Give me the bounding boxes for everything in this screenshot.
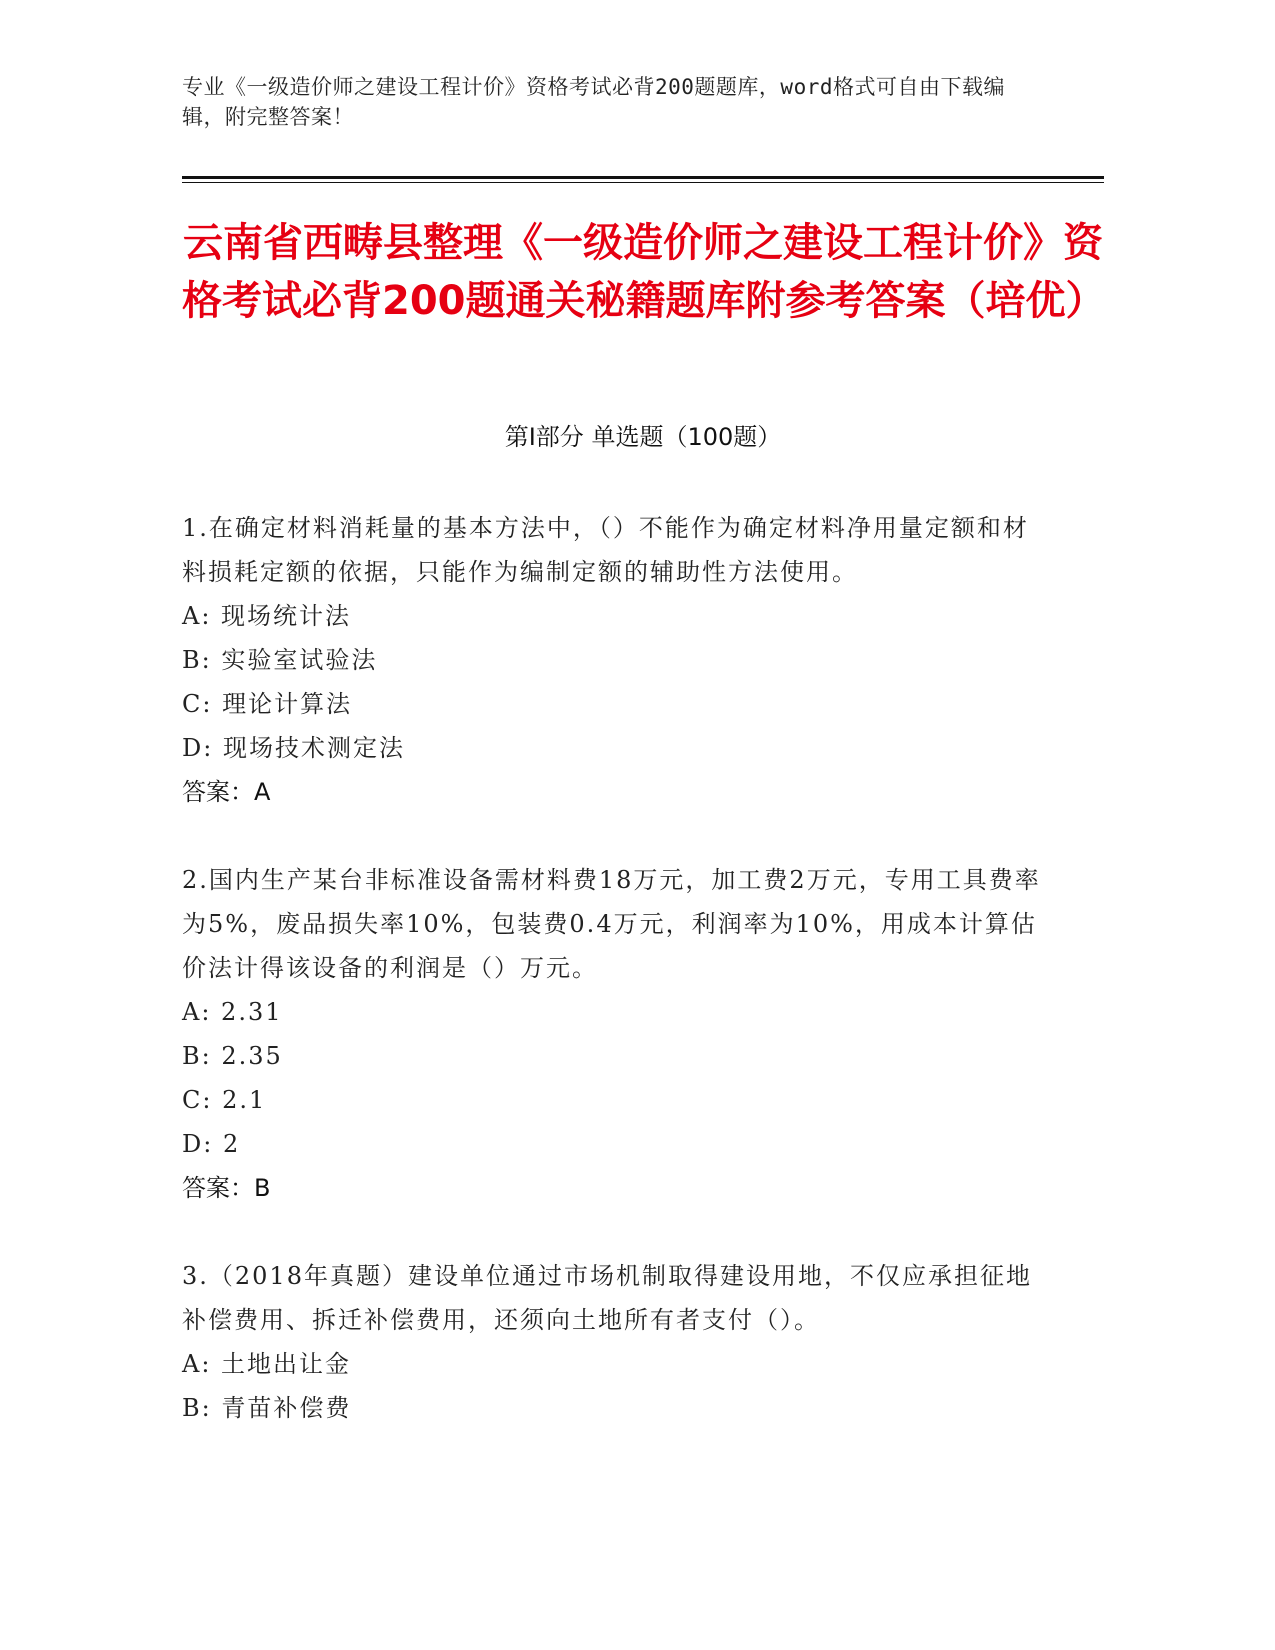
- option-b: B: 实验室试验法: [182, 646, 378, 674]
- question-stem: 2.国内生产某台非标准设备需材料费18万元，加工费2万元，专用工具费率为5%，废品损失率10%，包装费0.4万元，利润率为10%，用成本计算估价法计得该设备的利润是（）万元。: [182, 866, 1041, 982]
- option-b: B: 青苗补偿费: [182, 1394, 352, 1422]
- option-a: A: 现场统计法: [182, 602, 352, 630]
- question-2: [182, 858, 1052, 1210]
- question-list: [182, 506, 1052, 1474]
- document-title: 云南省西畴县整理《一级造价师之建设工程计价》资格考试必背200题通关秘籍题库附参考答案（培优）: [182, 220, 1106, 324]
- question-1: [182, 506, 1052, 814]
- header-divider-thin: [182, 182, 1104, 183]
- header-note: 专业《一级造价师之建设工程计价》资格考试必背200题题库，word格式可自由下载编辑，附完整答案！: [182, 75, 1005, 129]
- option-a: A: 2.31: [182, 998, 283, 1026]
- section-title: 第I部分 单选题（100题）: [504, 423, 782, 451]
- option-c: C: 理论计算法: [182, 690, 353, 718]
- option-b: B: 2.35: [182, 1042, 283, 1070]
- question-stem: 1.在确定材料消耗量的基本方法中，（）不能作为确定材料净用量定额和材料损耗定额的依据，只能作为编制定额的辅助性方法使用。: [182, 514, 1029, 586]
- answer: 答案：B: [182, 1174, 271, 1202]
- option-d: D: 2: [182, 1130, 241, 1158]
- option-d: D: 现场技术测定法: [182, 734, 405, 762]
- question-3: [182, 1254, 1052, 1430]
- answer: 答案：A: [182, 778, 271, 806]
- header-divider-thick: [182, 176, 1104, 179]
- option-a: A: 土地出让金: [182, 1350, 352, 1378]
- question-stem: 3.（2018年真题）建设单位通过市场机制取得建设用地，不仅应承担征地补偿费用、拆迁补偿费用，还须向土地所有者支付（）。: [182, 1262, 1032, 1334]
- option-c: C: 2.1: [182, 1086, 267, 1114]
